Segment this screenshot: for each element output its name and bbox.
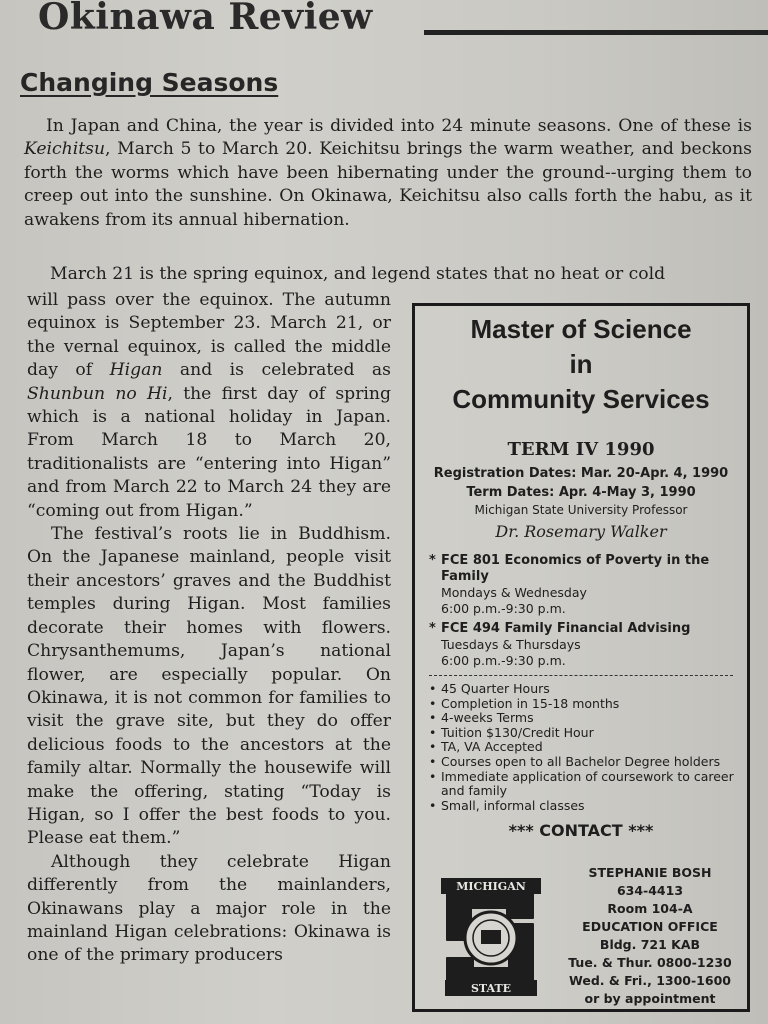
equinox-text-c: , the first day of spring which is a national holiday in Japan. From March 18 to March 20, traditionalists are “entering into Higan” and from March 22 to March 24 they are “coming out from Higan.” [27,383,391,521]
feature-item: • Small, informal classes [429,799,747,814]
contact-phone: 634-4413 [616,883,684,898]
ad-term: TERM IV 1990 [507,439,655,460]
keichitsu-term: Keichitsu [24,139,106,160]
mainland-paragraph: Although they celebrate Higan differently from the mainlanders, Okinawans play a major role in the mainland Higan celebrations: Okinawa is one of the primary producers [27,851,391,966]
ad-title-line1: Master of Science [470,314,692,344]
course-title: * FCE 494 Family Financial Advising [441,621,691,636]
article-column [27,289,391,968]
contact-heading: *** CONTACT *** [508,821,654,841]
feature-item: • Completion in 15-18 months [429,697,747,712]
logo-bottom-text: STATE [470,982,512,995]
course-time: 6:00 p.m.-9:30 p.m. [441,653,566,668]
registration-dates: Registration Dates: Mar. 20-Apr. 4, 1990 [433,466,729,481]
ad-divider [429,675,733,676]
contact-hours-2: Wed. & Fri., 1300-1600 [569,973,731,988]
shunbun-term: Shunbun no Hi [27,383,168,404]
equinox-paragraph-first-line: March 21 is the spring equinox, and legend states that no heat or cold [50,264,666,284]
course-title: * FCE 801 Economics of Poverty in the Family [441,553,710,584]
contact-details [552,864,748,1008]
logo-top-text: MICHIGAN [456,880,526,893]
contact-building: Bldg. 721 KAB [599,937,701,952]
ad-professor: Dr. Rosemary Walker [495,522,667,541]
course-item [429,553,747,617]
festival-paragraph: The festival’s roots lie in Buddhism. On the Japanese mainland, people visit their ancestors’ graves and the Buddhist temples during Higan. Most families decorate their homes with flowers. Chrysanthemums, Japan’s national flower, are especially popular. On Okinawa, it is not common for families to visit the grave site, but they do offer delicious foods to the ancestors at the family altar. Normally the housewife will make the offering, stating “Today is Higan, so I offer the best foods to you. Please eat them.” [27,524,391,849]
ad-title-line2: in [569,349,593,379]
term-dates: Term Dates: Apr. 4-May 3, 1990 [466,485,696,500]
intro-text-end: , March 5 to March 20. Keichitsu brings the warm weather, and beckons forth the worms which have been hibernating under the ground--urging them to creep out into the sunshine. On Okinawa, Keichitsu also calls forth the habu, as it awakens from its annual hibernation. [24,139,752,230]
intro-text-start: In Japan and China, the year is divided into 24 minute seasons. One of these is [46,116,752,136]
contact-room: Room 104-A [607,901,693,916]
higan-term: Higan [109,360,163,381]
course-list [429,553,747,669]
masthead-rule [424,30,768,35]
ad-title [415,312,747,417]
michigan-state-logo [427,872,553,1002]
ad-university: Michigan State University Professor [474,503,688,517]
contact-hours-3: or by appointment [584,991,716,1006]
ad-title-line3: Community Services [452,384,710,414]
equinox-paragraph [27,289,391,523]
feature-item: • 45 Quarter Hours [429,682,747,697]
feature-item: • Immediate application of coursework to career and family [429,770,747,799]
course-days: Tuesdays & Thursdays [441,637,581,652]
equinox-text-a: will pass over the equinox. The autumn equinox is September 23. March 21, or the vernal equinox, is called the middle day of [27,290,391,381]
feature-item: • Tuition $130/Credit Hour [429,726,747,741]
ad-dates [415,464,747,502]
contact-name: STEPHANIE BOSH [588,865,712,880]
section-title: Changing Seasons [20,68,279,97]
contact-hours-1: Tue. & Thur. 0800-1230 [568,955,732,970]
course-days: Mondays & Wednesday [441,585,587,600]
course-item [429,621,747,669]
masthead: Okinawa Review [38,0,373,38]
advertisement-box [412,303,750,1012]
intro-paragraph [24,115,752,232]
equinox-text-b: and is celebrated as [162,360,391,381]
feature-item: • TA, VA Accepted [429,740,747,755]
feature-item: • 4-weeks Terms [429,711,747,726]
feature-item: • Courses open to all Bachelor Degree holders [429,755,747,770]
course-time: 6:00 p.m.-9:30 p.m. [441,601,566,616]
contact-office: EDUCATION OFFICE [582,919,718,934]
feature-list [429,682,747,813]
